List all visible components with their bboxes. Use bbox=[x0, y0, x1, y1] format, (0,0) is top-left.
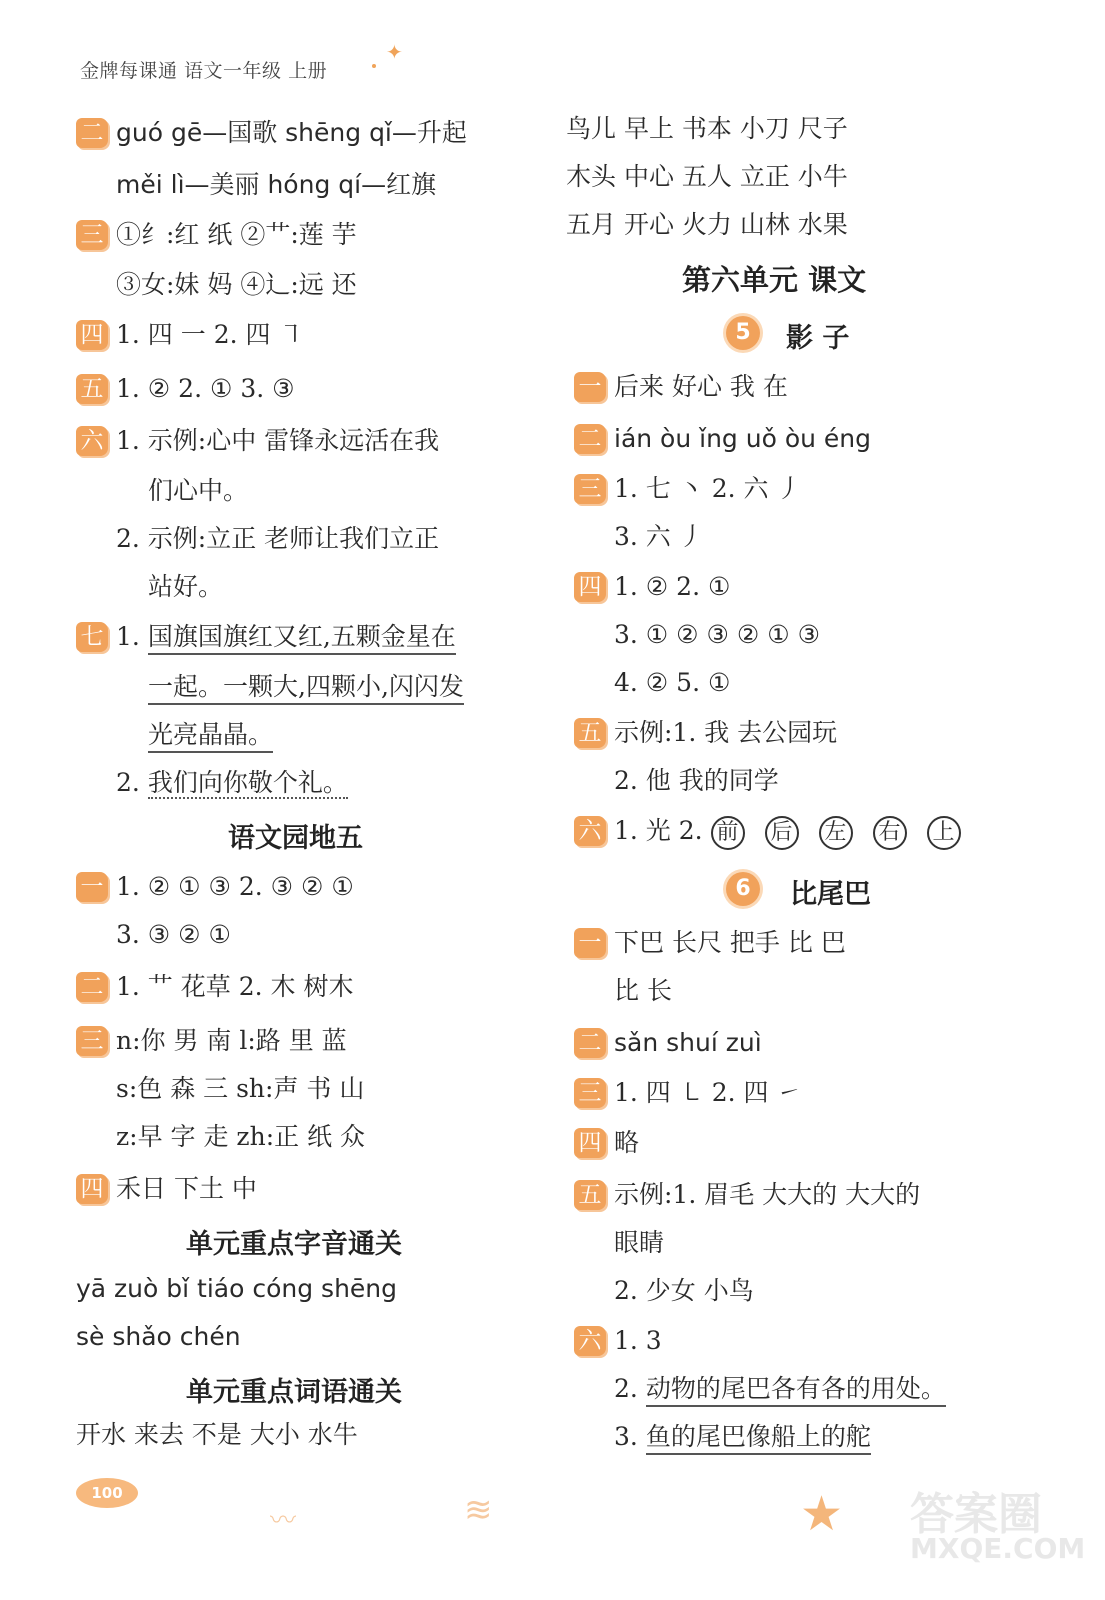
question-badge: 一 bbox=[574, 372, 606, 402]
watermark-url: MXQE.COM bbox=[910, 1532, 1086, 1565]
answer-line: 3. ① ② ③ ② ① ③ bbox=[614, 620, 821, 649]
sparkle-icon: ✦ bbox=[386, 40, 403, 64]
answer-line: 1. ② 2. ① bbox=[614, 572, 731, 601]
answer-line: 示例:1. 我 去公园玩 bbox=[614, 718, 838, 747]
answer-line: měi lì—美丽 hóng qí—红旗 bbox=[116, 170, 437, 199]
answer-line: 略 bbox=[614, 1128, 640, 1157]
answer-line: 2. 他 我的同学 bbox=[614, 766, 779, 795]
question-badge: 三 bbox=[76, 220, 108, 250]
answer-line: 们心中。 bbox=[148, 476, 249, 505]
answer-line: 1. 四 ㇄ 2. 四 ㇀ bbox=[614, 1078, 802, 1107]
answer-line: 1. 示例:心中 雷锋永远活在我 bbox=[116, 426, 440, 455]
underlined-answer: 国旗国旗红又红,五颗金星在 bbox=[148, 622, 456, 655]
item-number: 2. bbox=[116, 768, 148, 797]
underlined-answer: 动物的尾巴各有各的用处。 bbox=[646, 1374, 946, 1407]
question-badge: 四 bbox=[76, 1174, 108, 1204]
answer-line: 开水 来去 不是 大小 水牛 bbox=[76, 1420, 358, 1449]
question-badge: 六 bbox=[574, 816, 606, 846]
answer-line: 比 长 bbox=[614, 976, 672, 1005]
answer-line: s:色 森 三 sh:声 书 山 bbox=[116, 1074, 365, 1103]
question-badge: 五 bbox=[574, 718, 606, 748]
lesson-number-badge: 6 bbox=[726, 872, 760, 906]
lesson-title: 影 子 bbox=[786, 323, 850, 354]
question-badge: 五 bbox=[76, 374, 108, 404]
answer-line bbox=[614, 1372, 946, 1406]
answer-line bbox=[148, 718, 273, 752]
answer-line: n:你 男 南 l:路 里 蓝 bbox=[116, 1026, 347, 1055]
underlined-answer: 光亮晶晶。 bbox=[148, 720, 273, 753]
question-badge: 一 bbox=[76, 872, 108, 902]
book-header: 金牌每课通 语文一年级 上册 bbox=[80, 60, 328, 82]
answer-line: 1. ② 2. ① 3. ③ bbox=[116, 374, 295, 403]
answer-line: 鸟儿 早上 书本 小刀 尺子 bbox=[566, 114, 848, 143]
answer-line: ①纟:红 纸 ②艹:莲 芋 bbox=[116, 220, 357, 249]
answer-text: 1. 光 2. bbox=[614, 816, 703, 845]
question-badge: 二 bbox=[76, 972, 108, 1002]
answer-line: 1. 艹 花草 2. 木 树木 bbox=[116, 972, 354, 1001]
question-badge: 二 bbox=[76, 118, 108, 148]
answer-line: 后来 好心 我 在 bbox=[614, 372, 788, 401]
answer-line: 下巴 长尺 把手 比 巴 bbox=[614, 928, 846, 957]
answer-line: 站好。 bbox=[148, 572, 224, 601]
answer-line: sè shǎo chén bbox=[76, 1322, 241, 1351]
question-badge: 二 bbox=[574, 424, 606, 454]
circled-character: 上 bbox=[927, 816, 961, 850]
answer-line: 3. ③ ② ① bbox=[116, 920, 231, 949]
underlined-answer: 鱼的尾巴像船上的舵 bbox=[646, 1422, 871, 1455]
answer-line: 示例:1. 眉毛 大大的 大大的 bbox=[614, 1180, 921, 1209]
section-title: 单元重点字音通关 bbox=[186, 1229, 402, 1260]
underlined-answer: 一起。一颗大,四颗小,闪闪发 bbox=[148, 672, 464, 705]
answer-line bbox=[614, 1420, 871, 1454]
question-badge: 七 bbox=[76, 622, 108, 652]
section-title: 单元重点词语通关 bbox=[186, 1377, 402, 1408]
starfish-icon: ★ bbox=[800, 1486, 844, 1542]
question-badge: 六 bbox=[574, 1326, 606, 1356]
answer-line: 禾日 下土 中 bbox=[116, 1174, 257, 1203]
seaweed-decoration-icon: ≋ bbox=[464, 1490, 493, 1530]
answer-line: 1. 七 丶 2. 六 丿 bbox=[614, 474, 802, 503]
section-title: 语文园地五 bbox=[228, 823, 363, 854]
answer-line: 2. 示例:立正 老师让我们立正 bbox=[116, 524, 440, 553]
question-badge: 六 bbox=[76, 426, 108, 456]
answer-line: 3. 六 丿 bbox=[614, 522, 704, 551]
answer-line bbox=[116, 766, 348, 800]
question-badge: 四 bbox=[76, 320, 108, 350]
answer-line: 2. 少女 小鸟 bbox=[614, 1276, 754, 1305]
question-badge: 五 bbox=[574, 1180, 606, 1210]
item-number: 1. bbox=[116, 622, 148, 651]
question-badge: 四 bbox=[574, 572, 606, 602]
question-badge: 三 bbox=[574, 1078, 606, 1108]
unit-title: 第六单元 课文 bbox=[682, 263, 867, 297]
answer-line: 4. ② 5. ① bbox=[614, 668, 731, 697]
answer-line bbox=[116, 620, 456, 654]
answer-line: 1. ② ① ③ 2. ③ ② ① bbox=[116, 872, 354, 901]
question-badge: 二 bbox=[574, 1028, 606, 1058]
watermark-logo-text: 答案圈 bbox=[910, 1489, 1042, 1540]
question-badge: 三 bbox=[574, 474, 606, 504]
answer-line: 五月 开心 火力 山林 水果 bbox=[566, 210, 848, 239]
answer-line: 木头 中心 五人 立正 小牛 bbox=[566, 162, 848, 191]
answer-line: 1. 3 bbox=[614, 1326, 662, 1355]
circled-character: 后 bbox=[765, 816, 799, 850]
decoration-dot bbox=[372, 64, 376, 68]
page-number: 100 bbox=[76, 1478, 138, 1508]
answer-line: 眼睛 bbox=[614, 1228, 665, 1257]
answer-line: sǎn shuí zuì bbox=[614, 1028, 762, 1057]
answer-line bbox=[148, 670, 464, 704]
answer-line: ③女:妹 妈 ④辶:远 还 bbox=[116, 270, 357, 299]
item-number: 3. bbox=[614, 1422, 646, 1451]
question-badge: 一 bbox=[574, 928, 606, 958]
question-badge: 三 bbox=[76, 1026, 108, 1056]
answer-line: ián òu ǐng uǒ òu éng bbox=[614, 424, 872, 453]
circled-character: 前 bbox=[711, 816, 745, 850]
lesson-number-badge: 5 bbox=[726, 316, 760, 350]
lesson-title: 比尾巴 bbox=[790, 879, 871, 910]
answer-line: 1. 四 一 2. 四 ㇕ bbox=[116, 320, 304, 349]
wavy-underlined-answer: 我们向你敬个礼。 bbox=[147, 768, 348, 797]
circled-character: 右 bbox=[873, 816, 907, 850]
circled-character: 左 bbox=[819, 816, 853, 850]
fish-decoration-icon: 〰 bbox=[270, 1506, 297, 1536]
question-badge: 四 bbox=[574, 1128, 606, 1158]
answer-line: z:早 字 走 zh:正 纸 众 bbox=[116, 1122, 366, 1151]
item-number: 2. bbox=[614, 1374, 646, 1403]
answer-line: yā zuò bǐ tiáo cóng shēng bbox=[76, 1274, 398, 1303]
answer-line bbox=[614, 814, 981, 850]
answer-line: guó gē—国歌 shēng qǐ—升起 bbox=[116, 118, 467, 147]
